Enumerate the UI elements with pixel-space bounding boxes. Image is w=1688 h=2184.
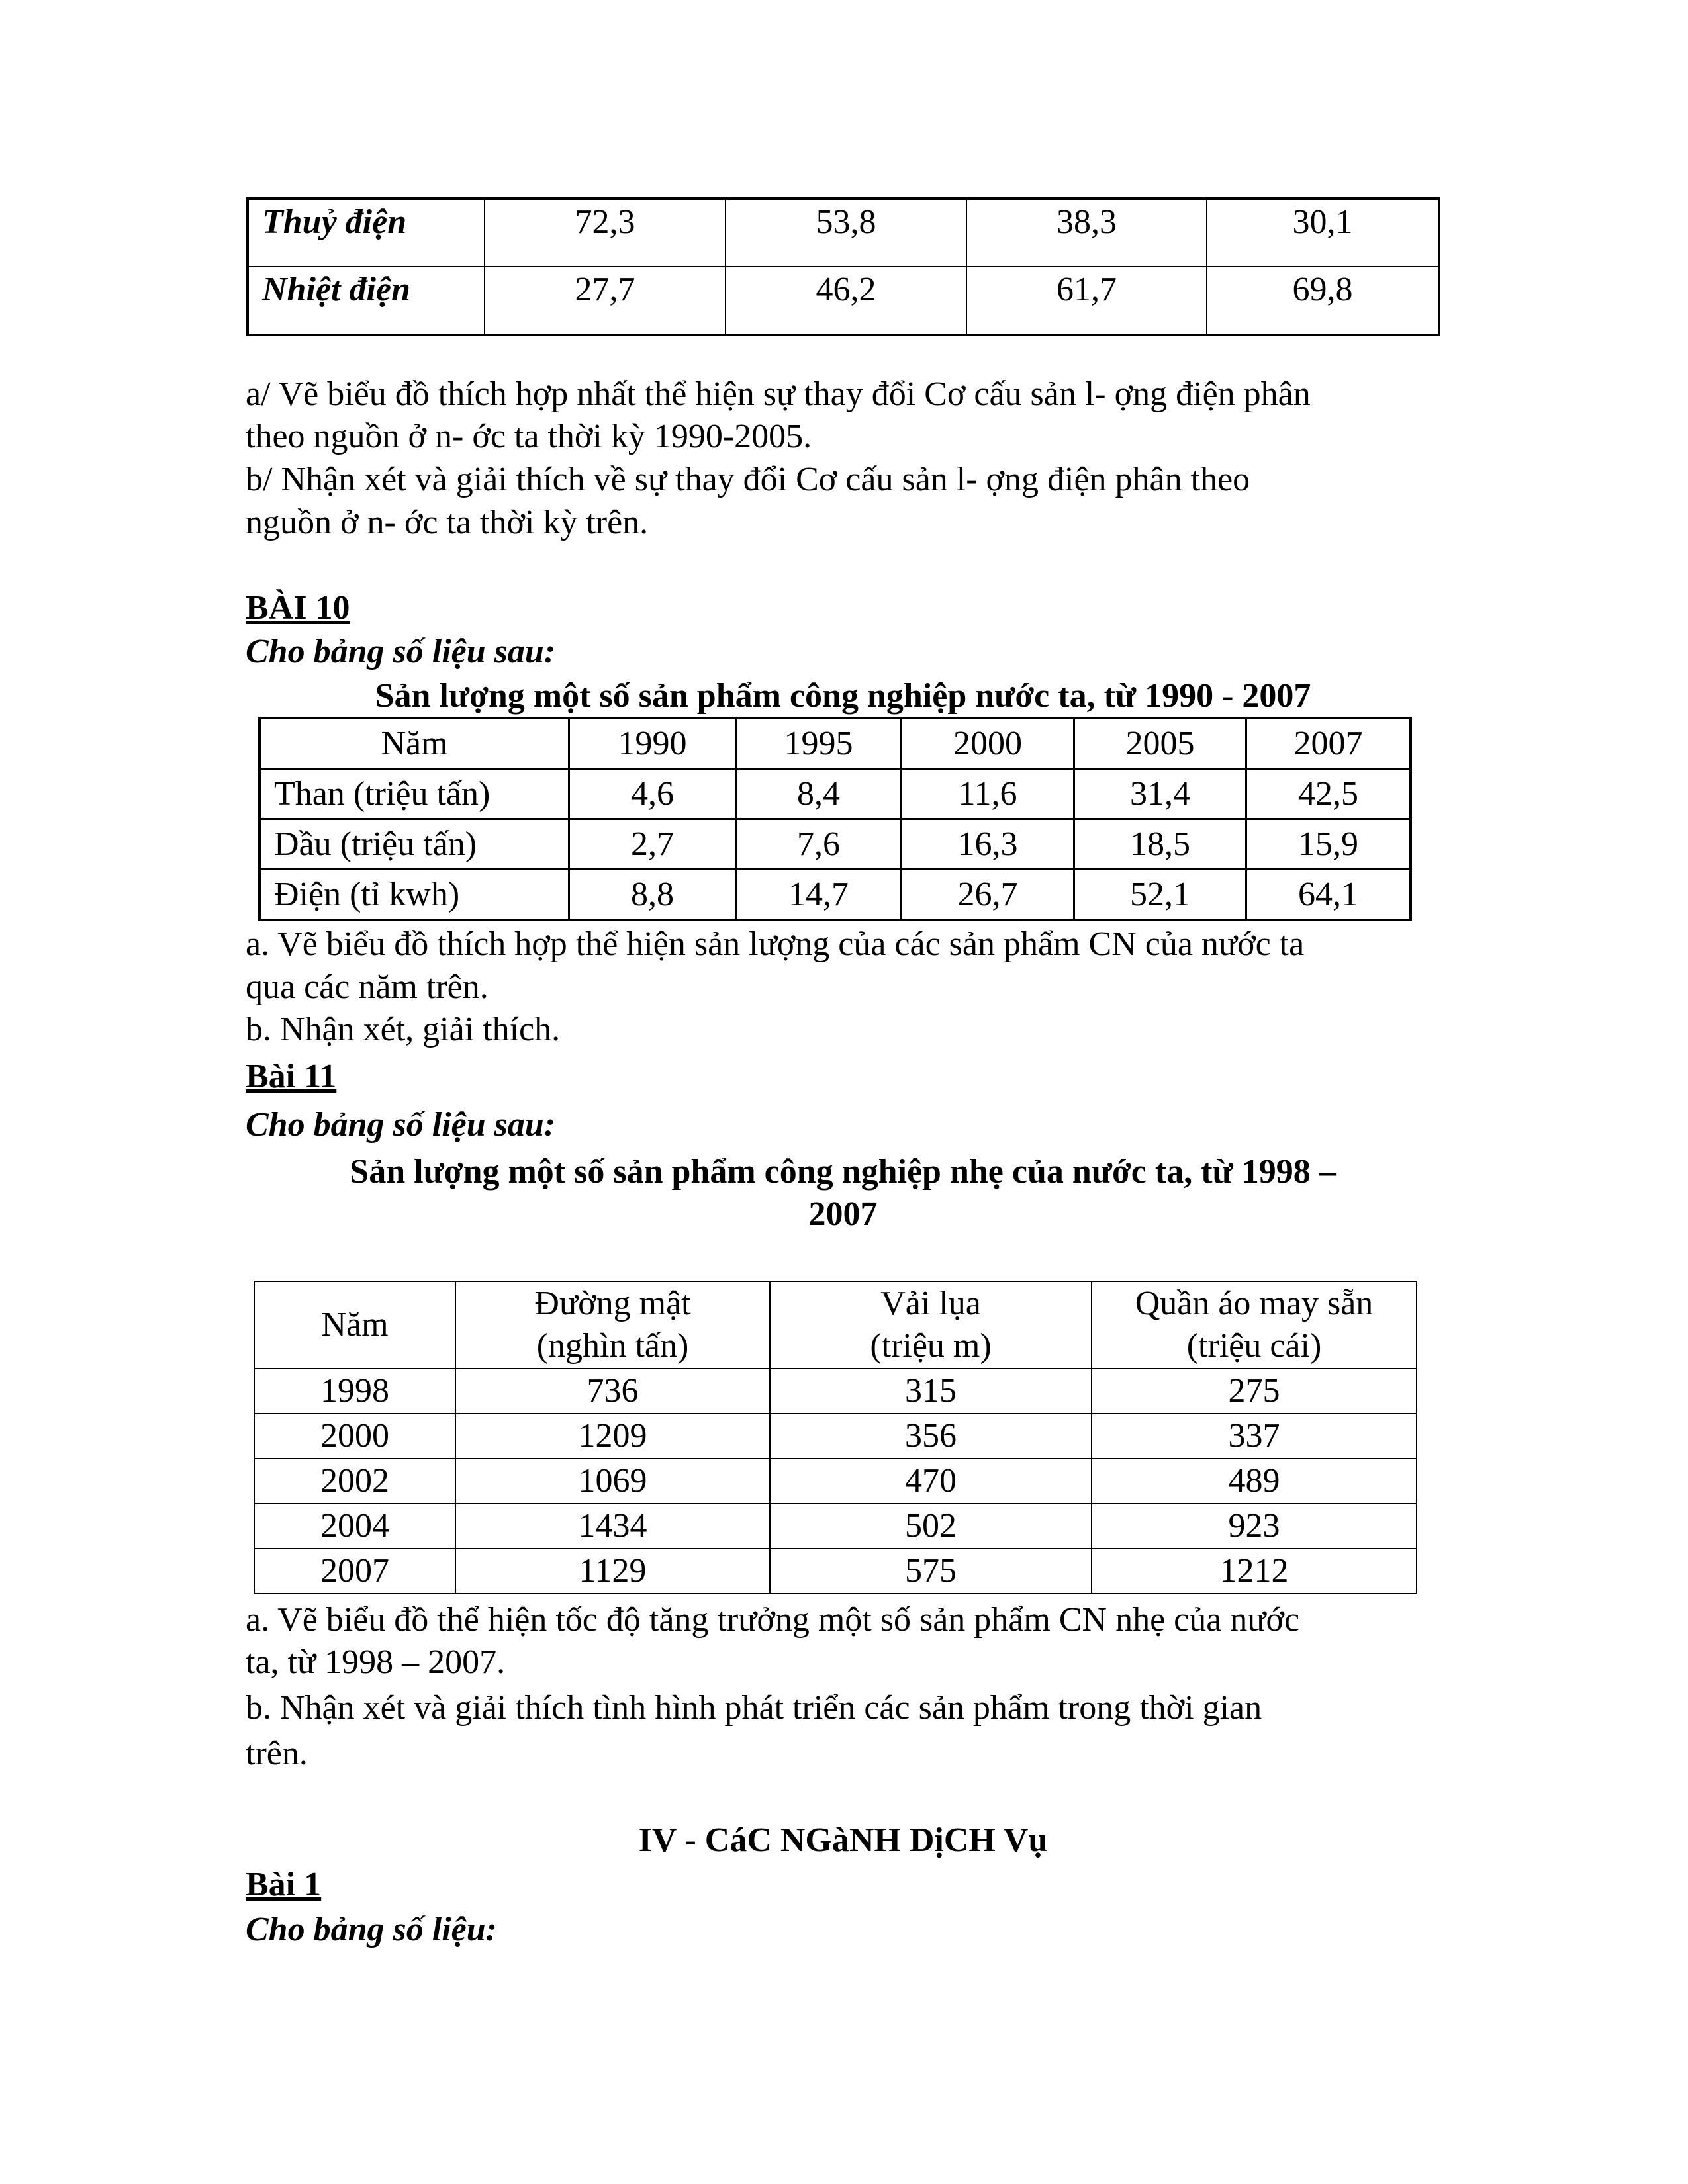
question-line: b. Nhận xét và giải thích tình hình phát triển các sản phẩm trong thời gian [246,1689,1262,1727]
row-label: Điện (tỉ kwh) [259,870,569,921]
cell: 27,7 [485,267,726,335]
industrial-output-table [258,717,1412,921]
table-row [248,199,1439,267]
table-title: Sản lượng một số sản phẩm công nghiệp nước ta, từ 1990 - 2007 [375,677,1311,715]
cell: 489 [1092,1459,1417,1504]
table-row [254,1414,1417,1459]
cell: 7,6 [736,819,902,870]
cell: 38,3 [966,199,1207,267]
header-unit: (triệu cái) [1186,1327,1322,1365]
cell: 53,8 [726,199,966,267]
cell: 72,3 [485,199,726,267]
table-row [254,1459,1417,1504]
cell: 470 [770,1459,1092,1504]
header-text: Quần áo may sẵn [1135,1285,1374,1322]
table-row [259,870,1411,921]
header-cell [770,1281,1092,1369]
cell: 2,7 [569,819,736,870]
intro-text: Cho bảng số liệu: [246,1911,497,1948]
table-title-cont: 2007 [808,1195,878,1233]
cell: 337 [1092,1414,1417,1459]
table-row [248,267,1439,335]
cell: 736 [455,1369,770,1414]
row-label: Than (triệu tấn) [259,769,569,819]
question-line: a. Vẽ biểu đồ thích hợp thể hiện sản lượng của các sản phẩm CN của nước ta [246,925,1305,963]
cell: 1069 [455,1459,770,1504]
header-unit: (nghìn tấn) [536,1327,689,1365]
question-line: trên. [246,1735,308,1772]
cell: 315 [770,1369,1092,1414]
question-line: b. Nhận xét, giải thích. [246,1011,561,1048]
cell: 46,2 [726,267,966,335]
cell: 923 [1092,1504,1417,1549]
cell: 1212 [1092,1549,1417,1594]
table-row [254,1504,1417,1549]
cell: 42,5 [1246,769,1411,819]
cell: 1434 [455,1504,770,1549]
cell: 2002 [254,1459,455,1504]
row-label: Nhiệt điện [248,267,485,335]
section-heading: BÀI 10 [246,589,350,627]
header-unit: (triệu m) [870,1327,992,1365]
question-line: qua các năm trên. [246,968,489,1006]
table-title: Sản lượng một số sản phẩm công nghiệp nhẹ của nước ta, từ 1998 – [350,1153,1336,1191]
header-cell: 2000 [902,718,1074,769]
cell: 30,1 [1207,199,1439,267]
cell: 26,7 [902,870,1074,921]
header-cell: 2005 [1074,718,1246,769]
cell: 1209 [455,1414,770,1459]
header-text: Vải lụa [880,1285,981,1322]
table-row [254,1549,1417,1594]
question-line: theo nguồn ở n- ớc ta thời kỳ 1990-2005. [246,418,812,455]
cell: 8,4 [736,769,902,819]
intro-text: Cho bảng số liệu sau: [246,633,556,670]
question-line: nguồn ở n- ớc ta thời kỳ trên. [246,504,649,541]
cell: 69,8 [1207,267,1439,335]
cell: 502 [770,1504,1092,1549]
cell: 31,4 [1074,769,1246,819]
table-row [254,1369,1417,1414]
table-row [259,819,1411,870]
question-line: b/ Nhận xét và giải thích về sự thay đổi Cơ cấu sản l- ợng điện phân theo [246,461,1250,498]
intro-text: Cho bảng số liệu sau: [246,1106,556,1144]
cell: 575 [770,1549,1092,1594]
cell: 16,3 [902,819,1074,870]
table-header-row [259,718,1411,769]
cell: 2000 [254,1414,455,1459]
cell: 1998 [254,1369,455,1414]
header-cell: Năm [259,718,569,769]
cell: 61,7 [966,267,1207,335]
question-line: a/ Vẽ biểu đồ thích hợp nhất thể hiện sự thay đổi Cơ cấu sản l- ợng điện phân [246,375,1311,413]
header-cell [455,1281,770,1369]
header-cell: 2007 [1246,718,1411,769]
cell: 275 [1092,1369,1417,1414]
cell: 2004 [254,1504,455,1549]
question-line: a. Vẽ biểu đồ thể hiện tốc độ tăng trưởng một số sản phẩm CN nhẹ của nước [246,1601,1300,1639]
header-cell [1092,1281,1417,1369]
row-label: Dầu (triệu tấn) [259,819,569,870]
table-row [259,769,1411,819]
power-structure-table [246,197,1440,336]
section-heading: Bài 1 [246,1866,322,1903]
cell: 64,1 [1246,870,1411,921]
cell: 52,1 [1074,870,1246,921]
cell: 11,6 [902,769,1074,819]
light-industry-table [254,1281,1417,1594]
cell: 4,6 [569,769,736,819]
table-header-row [254,1281,1417,1369]
cell: 356 [770,1414,1092,1459]
header-cell: 1995 [736,718,902,769]
section-heading: Bài 11 [246,1058,337,1095]
chapter-heading: IV - CáC NGàNH DịCH Vụ [638,1821,1048,1859]
cell: 2007 [254,1549,455,1594]
row-label: Thuỷ điện [248,199,485,267]
header-cell [254,1281,455,1369]
question-line: ta, từ 1998 – 2007. [246,1643,506,1681]
cell: 18,5 [1074,819,1246,870]
cell: 15,9 [1246,819,1411,870]
cell: 1129 [455,1549,770,1594]
header-text: Năm [321,1306,389,1343]
cell: 8,8 [569,870,736,921]
cell: 14,7 [736,870,902,921]
header-text: Đường mật [534,1285,691,1322]
header-cell: 1990 [569,718,736,769]
